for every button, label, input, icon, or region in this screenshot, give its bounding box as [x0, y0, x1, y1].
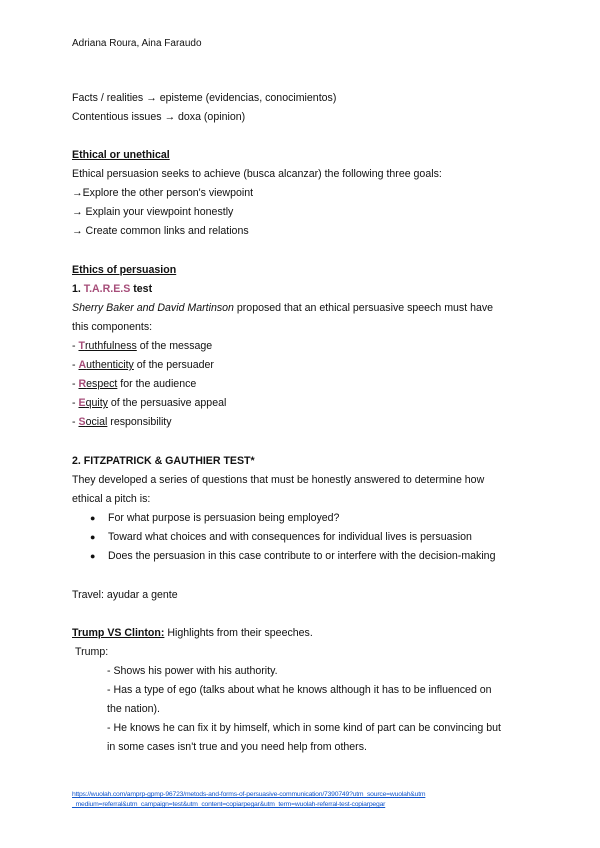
travel-note: Travel: ayudar a gente	[72, 589, 178, 601]
fitz-bullet-item: Does the persuasion in this case contribute to or interfere with the decision-making	[108, 550, 496, 562]
tares-line1-rest: proposed that an ethical persuasive speech must have	[236, 302, 494, 314]
tares-letter: R	[78, 378, 87, 390]
trump-clinton-subtitle: Highlights from their speeches.	[164, 627, 313, 639]
fitz-line1: They developed a series of questions that must be honestly answered to determine how	[72, 474, 485, 486]
tares-authors: Sherry Baker and David Martinson	[72, 302, 234, 314]
tares-acronym: T.A.R.E.S	[83, 283, 131, 295]
goal-item: → Create common links and relations	[72, 225, 249, 237]
tares-letter: S	[78, 416, 86, 428]
heading-trump-vs-clinton: Trump VS Clinton:	[72, 627, 165, 639]
fitz-bullet-item: Toward what choices and with consequences for individual lives is persuasion	[108, 531, 472, 543]
goal-item: → Explain your viewpoint honestly	[72, 206, 234, 218]
tares-letter: T	[78, 340, 85, 352]
footer-source-link[interactable]: https://wuolah.com/amprp-gpmp-96723/metods-and-forms-of-persuasive-communication/7390749?utm_source=wuolah&utm	[72, 791, 426, 798]
tares-test-word: test	[133, 283, 153, 295]
trump-point: - Shows his power with his authority.	[107, 665, 278, 677]
tares-item-equity: - Equity of the persuasive appeal	[72, 397, 227, 409]
tares-line2: this components:	[72, 321, 153, 333]
heading-ethical-or-unethical: Ethical or unethical	[72, 149, 170, 161]
page-header-authors: Adriana Roura, Aina Faraudo	[72, 38, 202, 49]
trump-point: - He knows he can fix it by himself, which in some kind of part can be convincing but	[107, 722, 501, 734]
fitz-bullet-item: For what purpose is persuasion being employed?	[108, 512, 340, 524]
intro-line-facts: Facts / realities → episteme (evidencias, conocimientos)	[72, 92, 337, 104]
tares-item-authenticity: - Authenticity of the persuader	[72, 359, 214, 371]
heading-ethics-of-persuasion: Ethics of persuasion	[72, 264, 177, 276]
footer-source-link-continued[interactable]: _medium=referral&utm_campaign=test&utm_content=copiarpegar&utm_term=wuolah-referral-test-copiarpegar	[72, 801, 386, 808]
tares-letter: E	[78, 397, 86, 409]
tares-number: 1.	[72, 283, 81, 295]
tares-item-social: - Social responsibility	[72, 416, 172, 428]
fitz-line2: ethical a pitch is:	[72, 493, 151, 505]
trump-clinton-heading-line	[72, 626, 313, 640]
intro-line-contentious: Contentious issues → doxa (opinion)	[72, 111, 246, 123]
tares-heading	[72, 282, 152, 296]
ethical-intro-text: Ethical persuasion seeks to achieve (busca alcanzar) the following three goals:	[72, 168, 442, 180]
bullet-icon: ●	[90, 551, 96, 561]
trump-label: Trump:	[75, 646, 109, 658]
bullet-icon: ●	[90, 532, 96, 542]
goal-item: →Explore the other person's viewpoint	[72, 187, 254, 199]
tares-letter: A	[78, 359, 87, 371]
tares-item-truthfulness: - Truthfulness of the message	[72, 340, 213, 352]
tares-item-respect: - Respect for the audience	[72, 378, 197, 390]
trump-point-continued: in some cases isn't true and you need help from others.	[107, 741, 367, 753]
heading-fitzpatrick-gauthier: 2. FITZPATRICK & GAUTHIER TEST*	[72, 455, 255, 467]
trump-point-continued: the nation).	[107, 703, 161, 715]
bullet-icon: ●	[90, 513, 96, 523]
trump-point: - Has a type of ego (talks about what he knows although it has to be influenced on	[107, 684, 492, 696]
tares-authors-line	[72, 301, 493, 315]
